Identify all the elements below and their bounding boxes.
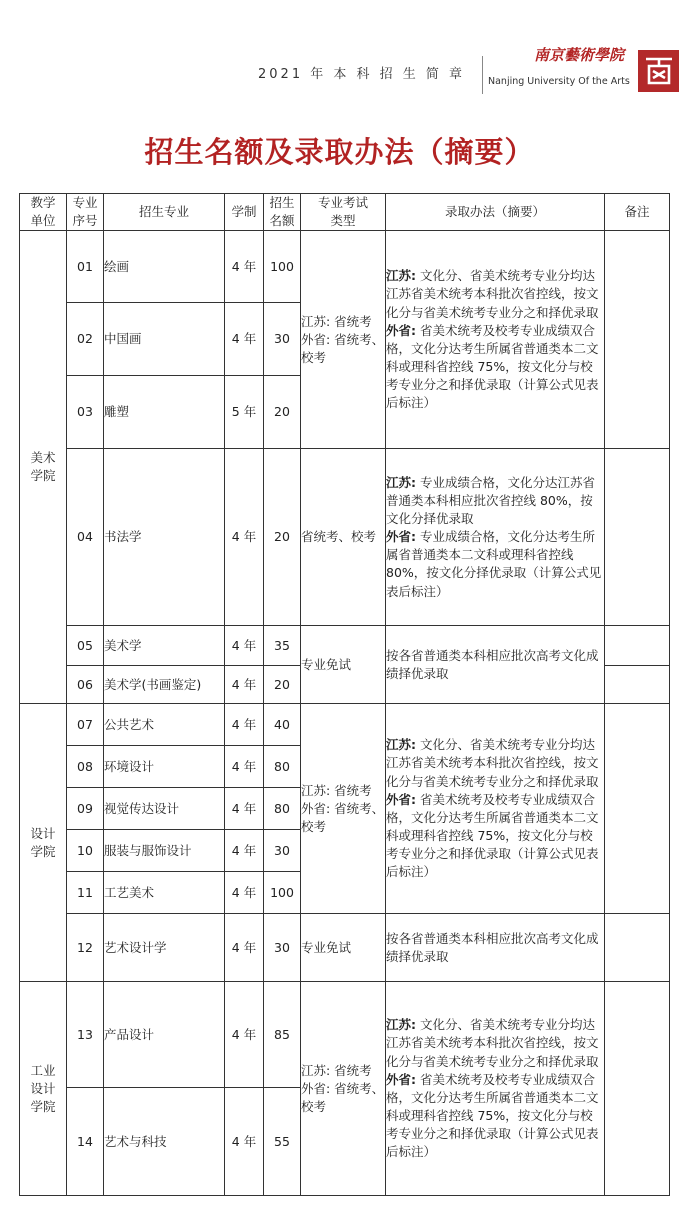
method-label-other: 外省: (386, 1071, 416, 1087)
table-header-row (20, 194, 670, 231)
exam-type-cell: 江苏: 省统考 外省: 省统考、 校考 (301, 231, 386, 449)
quota-cell: 20 (264, 449, 301, 626)
table-row (20, 231, 670, 303)
method-cell: 按各省普通类本科相应批次高考文化成绩择优录取 (386, 914, 605, 982)
quota-cell: 85 (264, 982, 301, 1088)
major-cell: 书法学 (104, 449, 225, 626)
quota-cell: 30 (264, 830, 301, 872)
years-cell: 4 年 (225, 788, 264, 830)
code-cell: 04 (67, 449, 104, 626)
table-row (20, 982, 670, 1088)
method-text-other: 专业成绩合格，文化分达考生所属省普通类本二文科或理科省控线 80%，按文化分择优录取（计算公式见表后标注） (386, 529, 602, 599)
method-text-jiangsu: 文化分、省美术统考专业分均达江苏省美术统考本科批次省控线，按文化分与省美术统考专业分之和择优录取 (386, 1017, 599, 1069)
method-label-other: 外省: (386, 529, 416, 545)
years-cell: 4 年 (225, 231, 264, 303)
quota-cell: 80 (264, 746, 301, 788)
dept-cell: 美术 学院 (20, 231, 67, 704)
brochure-header (0, 0, 679, 110)
major-cell: 美术学(书画鉴定) (104, 666, 225, 704)
quota-cell: 100 (264, 872, 301, 914)
quota-cell: 100 (264, 231, 301, 303)
code-cell: 13 (67, 982, 104, 1088)
method-label-other: 外省: (386, 322, 416, 338)
major-cell: 艺术与科技 (104, 1088, 225, 1196)
header-divider (482, 56, 483, 94)
major-cell: 雕塑 (104, 376, 225, 449)
note-cell (605, 982, 670, 1196)
method-text-jiangsu: 文化分、省美术统考专业分均达江苏省美术统考本科批次省控线，按文化分与省美术统考专业分之和择优录取 (386, 268, 599, 320)
method-cell (386, 449, 605, 626)
quota-cell: 30 (264, 303, 301, 376)
exam-type-cell: 省统考、校考 (301, 449, 386, 626)
col-header-method: 录取办法（摘要） (386, 194, 605, 231)
major-cell: 环境设计 (104, 746, 225, 788)
table-row (20, 449, 670, 626)
table-row (20, 914, 670, 982)
university-name-en: Nanjing University Of the Arts (488, 76, 630, 87)
major-cell: 服装与服饰设计 (104, 830, 225, 872)
table-row (20, 704, 670, 746)
code-cell: 10 (67, 830, 104, 872)
method-text-other: 省美术统考及校考专业成绩双合格，文化分达考生所属省普通类本二文科或理科省控线 75%，按文化分与校考专业分之和择优录取（计算公式见表后标注） (386, 1071, 599, 1160)
years-cell: 4 年 (225, 303, 264, 376)
col-header-code: 专业 序号 (67, 194, 104, 231)
method-label-jiangsu: 江苏: (386, 474, 416, 490)
major-cell: 公共艺术 (104, 704, 225, 746)
code-cell: 11 (67, 872, 104, 914)
note-cell (605, 704, 670, 914)
exam-type-cell: 专业免试 (301, 914, 386, 982)
code-cell: 12 (67, 914, 104, 982)
university-name-cn: 南京藝術學院 (534, 46, 625, 64)
quota-cell: 35 (264, 626, 301, 666)
method-label-other: 外省: (386, 791, 416, 807)
col-header-note: 备注 (605, 194, 670, 231)
code-cell: 02 (67, 303, 104, 376)
method-cell (386, 704, 605, 914)
dept-cell: 工业 设计 学院 (20, 982, 67, 1196)
years-cell: 4 年 (225, 1088, 264, 1196)
major-cell: 工艺美术 (104, 872, 225, 914)
code-cell: 07 (67, 704, 104, 746)
major-cell: 美术学 (104, 626, 225, 666)
years-cell: 4 年 (225, 666, 264, 704)
note-cell (605, 666, 670, 704)
major-cell: 产品设计 (104, 982, 225, 1088)
years-cell: 4 年 (225, 982, 264, 1088)
method-text-jiangsu: 文化分、省美术统考专业分均达江苏省美术统考本科批次省控线，按文化分与省美术统考专业分之和择优录取 (386, 737, 599, 789)
quota-cell: 20 (264, 666, 301, 704)
code-cell: 03 (67, 376, 104, 449)
method-cell (386, 231, 605, 449)
years-cell: 4 年 (225, 626, 264, 666)
quota-cell: 40 (264, 704, 301, 746)
col-header-dept: 教学 单位 (20, 194, 67, 231)
col-header-years: 学制 (225, 194, 264, 231)
note-cell (605, 626, 670, 666)
note-cell (605, 914, 670, 982)
major-cell: 绘画 (104, 231, 225, 303)
note-cell (605, 449, 670, 626)
table-row (20, 626, 670, 666)
method-cell: 按各省普通类本科相应批次高考文化成绩择优录取 (386, 626, 605, 704)
major-cell: 中国画 (104, 303, 225, 376)
code-cell: 09 (67, 788, 104, 830)
years-cell: 4 年 (225, 914, 264, 982)
major-cell: 艺术设计学 (104, 914, 225, 982)
page-title: 招生名额及录取办法（摘要） (144, 135, 535, 169)
quota-cell: 30 (264, 914, 301, 982)
years-cell: 4 年 (225, 746, 264, 788)
code-cell: 14 (67, 1088, 104, 1196)
note-cell (605, 231, 670, 449)
years-cell: 4 年 (225, 704, 264, 746)
code-cell: 01 (67, 231, 104, 303)
code-cell: 06 (67, 666, 104, 704)
method-cell (386, 982, 605, 1196)
exam-type-cell: 江苏: 省统考 外省: 省统考、 校考 (301, 704, 386, 914)
years-cell: 4 年 (225, 449, 264, 626)
col-header-major: 招生专业 (104, 194, 225, 231)
major-cell: 视觉传达设计 (104, 788, 225, 830)
method-label-jiangsu: 江苏: (386, 1017, 416, 1033)
years-cell: 5 年 (225, 376, 264, 449)
method-text-jiangsu: 专业成绩合格，文化分达江苏省普通类本科相应批次省控线 80%，按文化分择优录取 (386, 474, 595, 527)
quota-cell: 80 (264, 788, 301, 830)
years-cell: 4 年 (225, 872, 264, 914)
quota-cell: 55 (264, 1088, 301, 1196)
col-header-exam: 专业考试 类型 (301, 194, 386, 231)
method-label-jiangsu: 江苏: (386, 737, 416, 753)
method-label-jiangsu: 江苏: (386, 268, 416, 284)
col-header-quota: 招生 名额 (264, 194, 301, 231)
exam-type-cell: 专业免试 (301, 626, 386, 704)
quota-cell: 20 (264, 376, 301, 449)
method-text-other: 省美术统考及校考专业成绩双合格，文化分达考生所属省普通类本二文科或理科省控线 75%，按文化分与校考专业分之和择优录取（计算公式见表后标注） (386, 322, 599, 411)
code-cell: 05 (67, 626, 104, 666)
university-seal-logo (638, 50, 679, 92)
method-text-other: 省美术统考及校考专业成绩双合格，文化分达考生所属省普通类本二文科或理科省控线 75%，按文化分与校考专业分之和择优录取（计算公式见表后标注） (386, 791, 599, 880)
brochure-title: 2021 年 本 科 招 生 简 章 (258, 67, 466, 82)
years-cell: 4 年 (225, 830, 264, 872)
exam-type-cell: 江苏: 省统考 外省: 省统考、 校考 (301, 982, 386, 1196)
code-cell: 08 (67, 746, 104, 788)
dept-cell: 设计 学院 (20, 704, 67, 982)
admission-table (19, 193, 670, 1196)
